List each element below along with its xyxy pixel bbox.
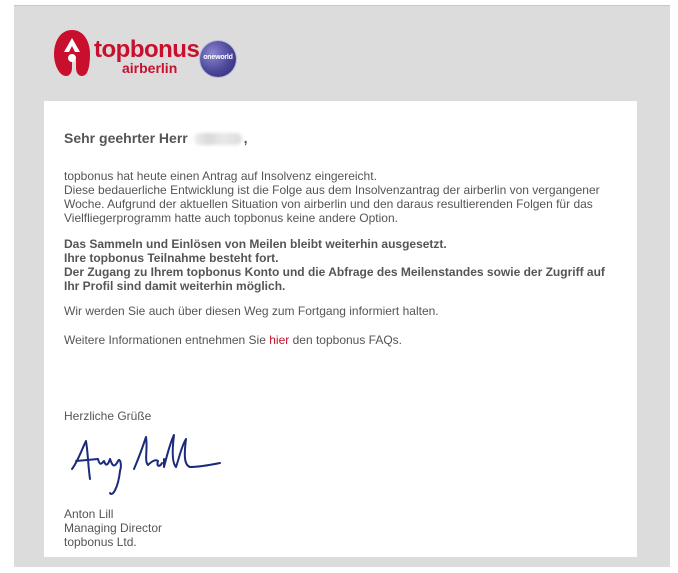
oneworld-badge-icon [200, 41, 236, 77]
signer-title: Managing Director [64, 521, 163, 535]
email-header [14, 6, 670, 100]
oneworld-badge-label: oneworld [203, 54, 233, 61]
redacted-name [194, 133, 242, 145]
closing: Herzliche Grüße [64, 409, 152, 423]
greeting-suffix: , [243, 130, 248, 146]
brand-subname: airberlin [122, 60, 178, 76]
topbonus-logo-icon [52, 28, 92, 78]
faq-link[interactable]: hier [269, 333, 290, 347]
greeting [64, 131, 617, 145]
email-frame [14, 5, 670, 567]
email-body [44, 101, 637, 557]
signer-company: topbonus Ltd. [64, 535, 137, 549]
bold-line: Das Sammeln und Einlösen von Meilen bleibt weiterhin ausgesetzt. [64, 237, 447, 251]
bold-line: Ihre topbonus Teilnahme besteht fort. [64, 251, 279, 265]
signature-image [64, 431, 224, 501]
signature-text: Anton Lill [64, 431, 69, 432]
bold-line: Der Zugang zu Ihrem topbonus Konto und die Abfrage des Meilenstandes sowie der Zugriff auf Ihr Profil sind damit weiterhin möglich. [64, 265, 605, 293]
paragraph-line: Diese bedauerliche Entwicklung ist die Folge aus dem Insolvenzantrag der airberlin von vergangener Woche. Aufgrund der aktuellen Situation von airberlin und den daraus resultierenden Folgen für das Vielfliegerprogramm hatte auch topbonus keine andere Option. [64, 183, 600, 225]
paragraph-more-info [64, 333, 617, 347]
info-suffix: den topbonus FAQs. [292, 333, 403, 347]
greeting-prefix: Sehr geehrter Herr [64, 130, 188, 146]
brand-name: topbonus [94, 36, 200, 63]
paragraph-insolvency [64, 169, 617, 225]
signer-block [64, 507, 617, 549]
paragraph-bold-notice [64, 237, 617, 293]
info-prefix: Weitere Informationen entnehmen Sie [64, 333, 266, 347]
signer-name: Anton Lill [64, 507, 114, 521]
paragraph-line: topbonus hat heute einen Antrag auf Insolvenz eingereicht. [64, 169, 377, 183]
paragraph-updates: Wir werden Sie auch über diesen Weg zum Fortgang informiert halten. [64, 304, 439, 318]
